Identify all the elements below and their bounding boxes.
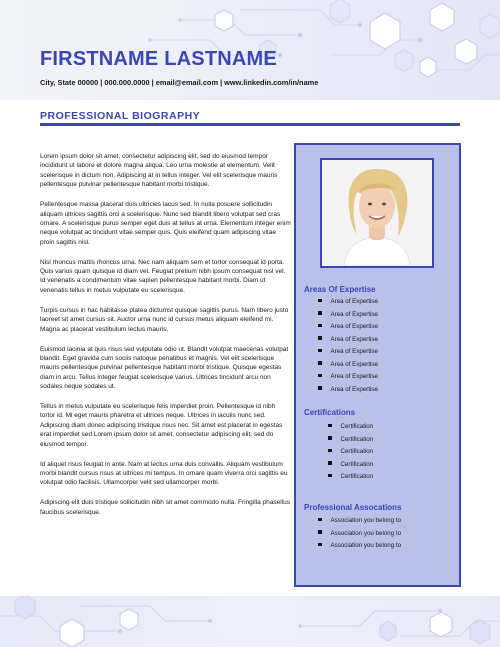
list-item: Area of Expertise — [318, 334, 378, 347]
bullet-icon — [328, 424, 332, 428]
bio-paragraph: Adipiscing elit duis tristique sollicitudin nibh sit amet commodo nulla. Fringilla phasellus faucibus scelerisque. — [40, 499, 291, 516]
list-item: Certification — [328, 421, 373, 434]
section-divider — [40, 123, 460, 126]
list-item: Association you belong to — [318, 540, 401, 553]
associations-heading: Professional Assocations — [304, 503, 402, 512]
section-title: PROFESSIONAL BIOGRAPHY — [40, 110, 201, 122]
bullet-icon — [318, 324, 322, 328]
bio-paragraph: Lorem ipsum dolor sit amet, consectetur adipiscing elit, sed do eiusmod tempor incididunt ut labore et dolore magna aliqua. Leo urna molestie at elementum. Velit scelerisque in dictum non. Adipiscing at in tellus integer. Vel elit scelerisque mauris pellentesque pulvinar pellentesque habitant morbi tristique. — [40, 153, 278, 189]
bullet-icon — [318, 543, 322, 547]
bio-paragraph: Id aliquet risus feugiat in ante. Nam at lectus urna duis convallis. Aliquam vestibulum morbi blandit cursus risus at ultrices mi tempus. In ornare quam viverra orci sagittis eu volutpat odio facilisis. Ullamcorper velit sed ullamcorper morbi. — [40, 460, 288, 487]
certifications-heading: Certifications — [304, 408, 356, 417]
list-item: Area of Expertise — [318, 296, 378, 309]
bullet-icon — [318, 374, 322, 378]
bio-paragraph: Pellentesque massa placerat duis ultricies lacus sed. In nulla posuere sollicitudin aliquam ultrices sagittis orci a scelerisque. Nunc sed blandit libero volutpat sed cras ornare. A scelerisque purus semper eget duis at tellus at urna. Elementum integer enim neque volutpat ac tincidunt vitae semper quis. Quis eleifend quam adipiscing vitae proin sagittis nisl. — [40, 201, 291, 246]
bio-paragraph: Turpis cursus in hac habitasse platea dictumst quisque sagittis purus. Nam libero justo laoreet sit amet cursus sit. Auctor urna nunc id cursus metus aliquam eleifend mi. Magna ac placerat vestibulum lectus mauris. — [40, 306, 289, 333]
footer-background — [0, 596, 500, 647]
bio-paragraph: Euismod lacinia at quis risus sed vulputate odio ut. Blandit volutpat maecenas volutpat blandit. Eget gravida cum sociis natoque penatibus et magnis. Vel elit scelerisque mauris pellentesque pulvinar pellentesque habitant morbi tristique. Quisque egestas diam in arcu. Tellus integer feugiat scelerisque varius. Ultrices tincidunt arcu non sodales neque sodales ut. — [40, 345, 289, 391]
expertise-list — [318, 296, 378, 396]
list-item: Certification — [328, 434, 373, 447]
bullet-icon — [318, 349, 322, 353]
list-item: Area of Expertise — [318, 321, 378, 334]
biography-body — [40, 152, 292, 528]
hexagon-circuit-pattern — [0, 596, 500, 647]
bullet-icon — [328, 436, 332, 440]
list-item: Area of Expertise — [318, 384, 378, 397]
list-item: Area of Expertise — [318, 346, 378, 359]
profile-photo — [320, 158, 434, 268]
bullet-icon — [328, 474, 332, 478]
bio-paragraph: Nisl rhoncus mattis rhoncus urna. Nec nam aliquam sem et tortor consequat id porta. Quis varius quam quisque id diam vel. Feugiat pretium nibh ipsum consequat nisl vel. Id venenatis a condimentum vitae sapien pellentesque habitant morbi. Diam ut venenatis tellus in metus vulputate eu scelerisque. — [40, 258, 286, 294]
expertise-heading: Areas Of Expertise — [304, 285, 376, 294]
bio-paragraph: Tellus in metus vulputate eu scelerisque felis imperdiet proin. Pellentesque id nibh tortor id. Mi eget mauris pharetra et ultrices neque. Ultrices in iaculis nunc sed. Adipiscing diam donec adipiscing tristique risus nec. Sit amet est placerat in egestas erat imperdiet sed.Lorem ipsum dolor sit amet, consectetur adipiscing elit, sed do eiusmod tempor. — [40, 403, 283, 448]
list-item: Certification — [328, 446, 373, 459]
bullet-icon — [318, 530, 322, 534]
list-item: Association you belong to — [318, 528, 401, 541]
bullet-icon — [318, 299, 322, 303]
bullet-icon — [318, 311, 322, 315]
certifications-list — [328, 421, 373, 484]
bullet-icon — [318, 518, 322, 522]
list-item: Certification — [328, 471, 373, 484]
bullet-icon — [328, 461, 332, 465]
list-item: Certification — [328, 459, 373, 472]
contact-info: City, State 00000 | 000.000.0000 | email@email.com | www.linkedin.com/in/name — [40, 78, 319, 87]
bullet-icon — [318, 336, 322, 340]
sidebar-panel — [294, 143, 461, 587]
list-item: Area of Expertise — [318, 309, 378, 322]
bullet-icon — [318, 386, 322, 390]
list-item: Association you belong to — [318, 515, 401, 528]
associations-list — [318, 515, 401, 553]
list-item: Area of Expertise — [318, 359, 378, 372]
bullet-icon — [318, 361, 322, 365]
bullet-icon — [328, 449, 332, 453]
portrait-image — [322, 160, 432, 266]
candidate-name: FIRSTNAME LASTNAME — [40, 48, 277, 70]
list-item: Area of Expertise — [318, 371, 378, 384]
